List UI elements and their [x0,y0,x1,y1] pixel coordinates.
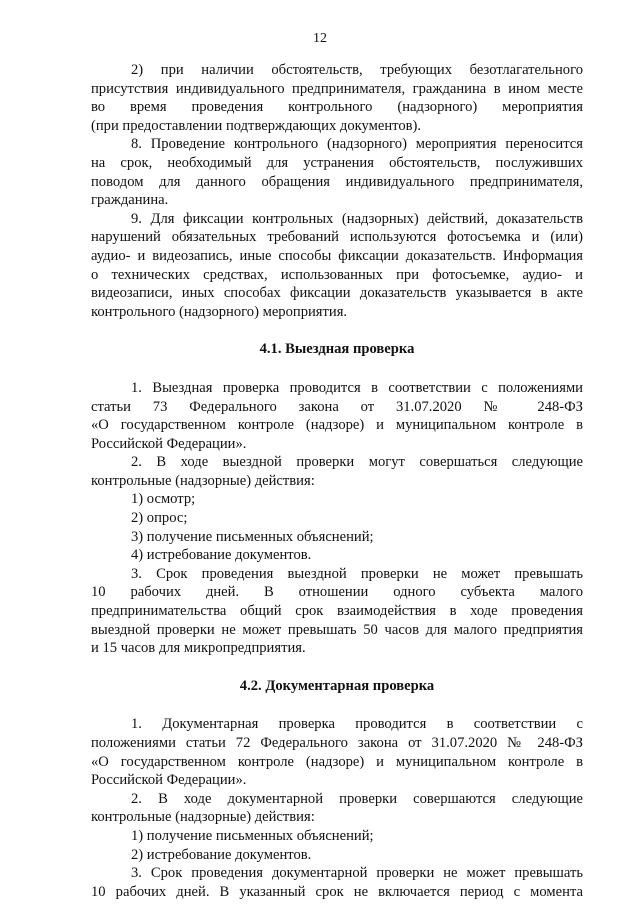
paragraph [91,546,583,565]
text-line: 3. Срок проведения документарной проверки не может превышать [131,865,583,882]
paragraph [91,864,583,901]
paragraph [91,715,583,789]
text-line: 2. В ходе документарной проверки совершаются следующие [131,790,583,807]
text-line: контрольные (надзорные) действия: [91,472,315,489]
text-line: и 15 часов для микропредприятия. [91,640,306,657]
text-line: «О государственном контроле (надзоре) и муниципальном контроле в [91,417,583,434]
text-line: присутствия индивидуального предпринимателя, гражданина в ином месте [91,80,583,97]
section-spacer [91,658,583,677]
text-line: 4) истребование документов. [131,547,312,564]
text-line: гражданина. [91,192,169,209]
text-line: аудио- и видеозапись, иные способы фиксации доказательств. Информация [91,247,583,264]
text-line: 2) опрос; [131,510,188,527]
text-line: 10 рабочих дней. В отношении одного субъекта малого [91,584,583,601]
paragraph [91,490,583,509]
paragraph [91,846,583,865]
page-number: 12 [313,31,327,46]
text-line: 10 рабочих дней. В указанный срок не включается период с момента [91,883,583,900]
text-line: во время проведения контрольного (надзорного) мероприятия [91,99,583,116]
paragraph [91,210,583,322]
text-line: 2. В ходе выездной проверки могут совершаться следующие [131,454,583,471]
text-line: видеозаписи, иных способах фиксации доказательств указывается в акте [91,285,583,302]
text-line: 3. Срок проведения выездной проверки не может превышать [131,565,583,582]
text-line: 8. Проведение контрольного (надзорного) мероприятия переносится [131,136,583,153]
paragraph [91,528,583,547]
section-heading: 4.1. Выездная проверка [259,341,415,358]
paragraph [91,135,583,209]
text-line: положениями статьи 72 Федерального закона от 31.07.2020 № 248-ФЗ [91,735,583,751]
text-line: выездной проверки не может превышать 50 часов для малого предприятия [91,621,583,638]
text-line: поводом для данного обращения индивидуального предпринимателя, [91,173,583,190]
text-line: о технических средствах, использованных при фотосъемке, аудио- и [91,266,583,283]
text-line: статьи 73 Федерального закона от 31.07.2020 № 248-ФЗ [91,398,583,415]
text-line: 1) осмотр; [131,491,196,508]
paragraph [91,453,583,490]
text-line: 9. Для фиксации контрольных (надзорных) действий, доказательств [131,210,583,227]
text-line: контрольные (надзорные) действия: [91,809,315,826]
text-line: предпринимательства общий срок взаимодействия в ходе проведения [91,603,583,620]
text-line: нарушений обязательных требований используются фотосъемка и (или) [91,229,583,246]
section-spacer [91,695,583,715]
text-line: на срок, необходимый для устранения обстоятельств, послуживших [91,154,583,171]
text-line: (при предоставлении подтверждающих документов). [91,117,422,134]
text-line: 1. Документарная проверка проводится в соответствии с [131,716,583,733]
paragraph [91,379,583,453]
paragraph [91,565,583,658]
text-line: «О государственном контроле (надзоре) и муниципальном контроле в [91,753,583,770]
text-line: 3) получение письменных объяснений; [131,528,374,545]
document-body [91,61,583,901]
section-spacer [91,359,583,379]
text-line: 2) истребование документов. [131,846,312,863]
paragraph [91,827,583,846]
paragraph [91,509,583,528]
paragraph [91,61,583,135]
text-line: Российской Федерации». [91,435,247,452]
text-line: Российской Федерации». [91,772,247,789]
text-line: 1. Выездная проверка проводится в соответствии с положениями [131,379,583,396]
text-line: 1) получение письменных объяснений; [131,827,374,844]
text-line: контрольного (надзорного) мероприятия. [91,303,348,320]
section-heading: 4.2. Документарная проверка [239,677,435,694]
section-spacer [91,321,583,340]
text-line: 2) при наличии обстоятельств, требующих безотлагательного [131,62,583,78]
paragraph [91,790,583,827]
